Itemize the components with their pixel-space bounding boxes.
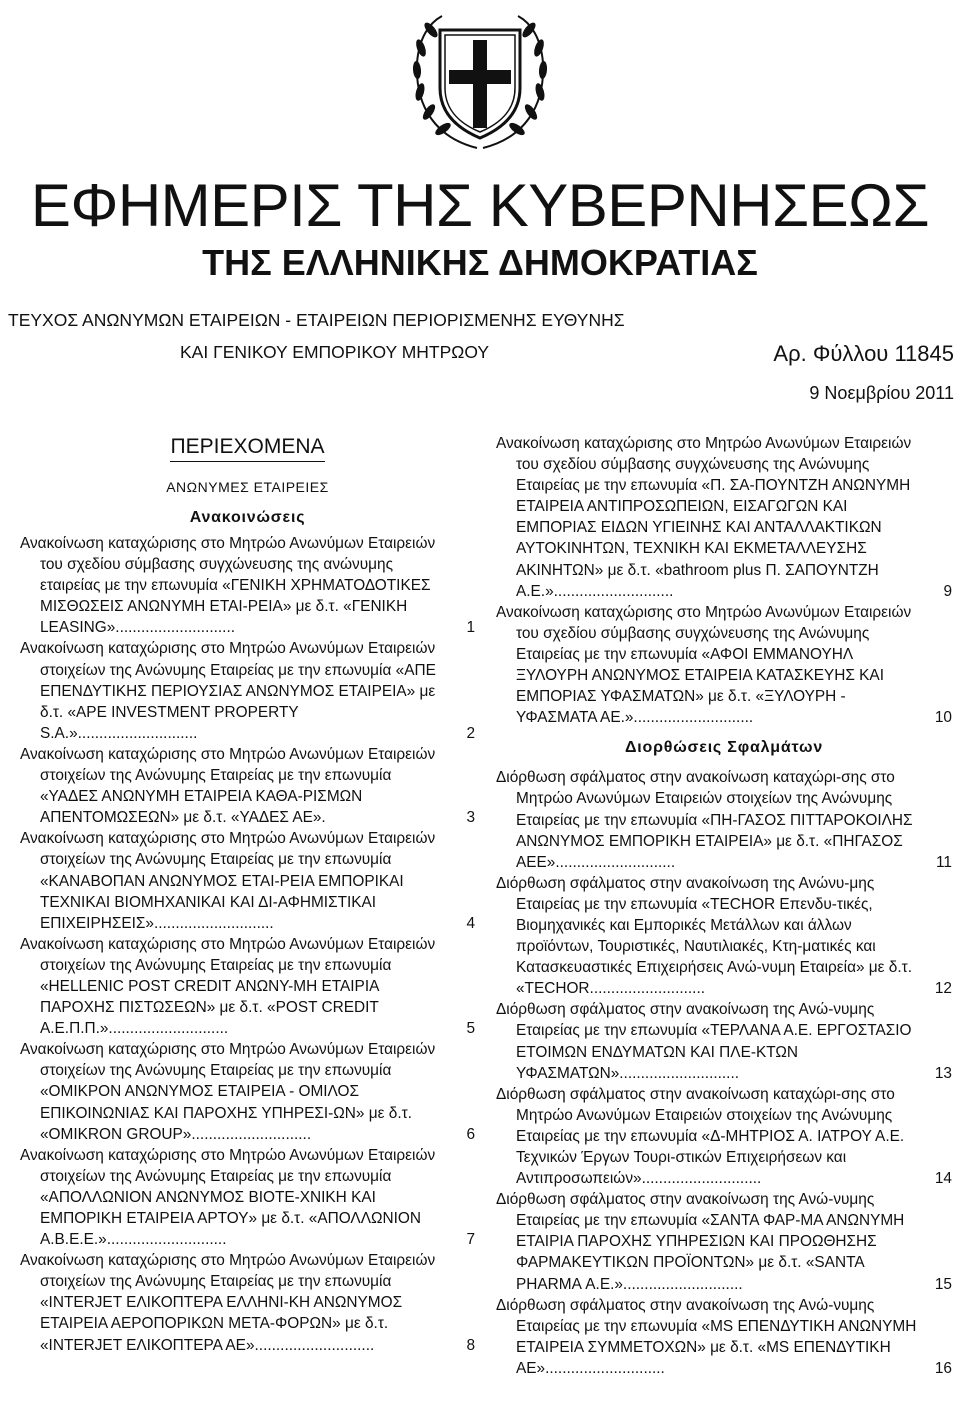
toc-entry[interactable]: Ανακοίνωση καταχώρισης στο Μητρώο Ανωνύμων Εταιρειών στοιχείων της Ανώνυμης Εταιρείας με την επωνυμία «ΟΜΙΚΡΟΝ ΑΝΩΝΥΜΟΣ ΕΤΑΙΡΕΙΑ - ΟΜΙΛΟΣ ΕΠΙΚΟΙΝΩΝΙΑΣ ΚΑΙ ΠΑΡΟΧΗΣ ΥΠΗΡΕΣΙ-ΩΝ» με δ.τ. «ΟΜΙΚRON GROUP»............................ 6 [20,1039,475,1144]
toc-entry[interactable]: Ανακοίνωση καταχώρισης στο Μητρώο Ανωνύμων Εταιρειών στοιχείων της Ανώνυμης Εταιρείας με την επωνυμία «ΥΑΔΕΣ ΑΝΩΝΥΜΗ ΕΤΑΙΡΕΙΑ ΚΑΘΑ-ΡΙΣΜΩΝ ΑΠΕΝΤΟΜΩΣΕΩΝ» με δ.τ. «ΥΑΔΕΣ ΑΕ». 3 [20,744,475,828]
page-number: 13 [934,1064,952,1082]
page-number: 12 [934,980,952,998]
contents-heading: ΠΕΡΙΕΧΟΜΕΝΑ [20,433,475,461]
page-number: 9 [943,582,952,600]
toc-entry[interactable]: Ανακοίνωση καταχώρισης στο Μητρώο Ανωνύμων Εταιρειών στοιχείων της Ανώνυμης Εταιρείας με την επωνυμία «ΑΠΕ ΕΠΕΝΔΥΤΙΚΗΣ ΠΕΡΙΟΥΣΙΑΣ ΑΝΩΝΥΜΟΣ ΕΤΑΙΡΕΙΑ» με δ.τ. «APE INVESTMENT PROPERTY S.A.»............................ 2 [20,638,475,743]
page-number: 3 [466,809,475,827]
issue-type-line-2: ΚΑΙ ΓΕΝΙΚΟΥ ΕΜΠΟΡΙΚΟΥ ΜΗΤΡΩΟΥ [180,342,490,362]
category-heading: ΑΝΩΝΥΜΕΣ ΕΤΑΙΡΕΙΕΣ [166,479,329,495]
toc-entry[interactable]: Διόρθωση σφάλματος στην ανακοίνωση της Ανώ-νυμης Εταιρείας με την επωνυμία «MS ΕΠΕΝΔΥΤΙΚΗ ΑΝΩΝΥΜΗ ΕΤΑΙΡΕΙΑ ΣΥΜΜΕΤΟΧΩΝ» με δ.τ. «MS ΕΠΕΝΔΥΤΙΚΗ ΑΕ»............................ 16 [496,1295,952,1379]
page-number: 16 [934,1359,952,1377]
toc-entry[interactable]: Ανακοίνωση καταχώρισης στο Μητρώο Ανωνύμων Εταιρειών στοιχείων της Ανώνυμης Εταιρείας με την επωνυμία «INTERJET ΕΛΙΚΟΠΤΕΡΑ ΕΛΛΗΝΙ-ΚΗ ΑΝΩΝΥΜΟΣ ΕΤΑΙΡΕΙΑ ΑΕΡΟΠΟΡΙΚΩΝ ΜΕΤΑ-ΦΟΡΩΝ» με δ.τ. «INTERJET ΕΛΙΚΟΠΤΕΡΑ ΑΕ»............................ 8 [20,1250,475,1355]
page-number: 11 [936,853,952,871]
issue-type-line-1: ΤΕΥΧΟΣ ΑΝΩΝΥΜΩΝ ΕΤΑΙΡΕΙΩΝ - ΕΤΑΙΡΕΙΩΝ ΠΕΡΙΟΡΙΣΜΕΝΗΣ ΕΥΘΥΝΗΣ [8,310,625,330]
page-number: 14 [934,1170,952,1188]
toc-entry[interactable]: Ανακοίνωση καταχώρισης στο Μητρώο Ανωνύμων Εταιρειών στοιχείων της Ανώνυμης Εταιρείας με την επωνυμία «ΚΑΝΑΒΟΠΑΝ ΑΝΩΝΥΜΟΣ ΕΤΑΙ-ΡΕΙΑ ΕΜΠΟΡΙΚΑΙ ΤΕΧΝΙΚΑΙ ΒΙΟΜΗΧΑΝΙΚΑΙ ΚΑΙ ΔΙ-ΑΦΗΜΙΣΤΙΚΑΙ ΕΠΙΧΕΙΡΗΣΕΙΣ»............................ 4 [20,828,475,933]
page-number: 15 [934,1275,952,1293]
toc-entry[interactable]: Ανακοίνωση καταχώρισης στο Μητρώο Ανωνύμων Εταιρειών στοιχείων της Ανώνυμης Εταιρείας με την επωνυμία «ΑΠΟΛΛΩΝΙΟΝ ΑΝΩΝΥΜΟΣ ΒΙΟΤΕ-ΧΝΙΚΗ ΚΑΙ ΕΜΠΟΡΙΚΗ ΕΤΑΙΡΕΙΑ ΑΡΤΟΥ» με δ.τ. «ΑΠΟΛΛΩΝΙΟΝ Α.Β.Ε.Ε.»............................ 7 [20,1145,475,1250]
toc-entry[interactable]: Ανακοίνωση καταχώρισης στο Μητρώο Ανωνύμων Εταιρειών του σχεδίου σύμβασης συγχώνευσης της ανώνυμης εταιρείας με την επωνυμία «ΓΕΝΙΚΗ ΧΡΗΜΑΤΟΔΟΤΙΚΕΣ ΜΙΣΘΩΣΕΙΣ ΑΝΩΝΥΜΗ ΕΤΑΙ-ΡΕΙΑ» με δ.τ. «ΓΕΝΙΚΗ LEASING»............................ 1 [20,533,475,638]
section-heading-corrections: Διορθώσεις Σφαλμάτων [624,739,824,757]
toc-entry[interactable]: Ανακοίνωση καταχώρισης στο Μητρώο Ανωνύμων Εταιρειών στοιχείων της Ανώνυμης Εταιρείας με την επωνυμία «HELLENIC POST CREDIT ΑΝΩΝΥ-ΜΗ ΕΤΑΙΡΙΑ ΠΑΡΟΧΗΣ ΠΙΣΤΩΣΕΩΝ» με δ.τ. «POST CREDIT Α.Ε.Π.Π.»............................ 5 [20,934,475,1039]
page-number: 1 [466,619,475,637]
sheet-number: Αρ. Φύλλου 11845 [773,341,954,366]
toc-entry[interactable]: Διόρθωση σφάλματος στην ανακοίνωση της Ανώνυ-μης Εταιρείας με την επωνυμία «TECHOR Επενδυ-τικές, Βιομηχανικές και Εμπορικές Μετάλλων και άλλων προϊόντων, Τουριστικές, Ναυτιλιακές, Κτη-ματικές και Κατασκευαστικές Επιχειρήσεις Ανώ-νυμη Εταιρεία» με δ.τ. «TECHOR........................... 12 [496,873,952,1000]
page-number: 7 [466,1231,475,1249]
contents-right-column [496,433,952,1379]
greek-coat-of-arms-emblem [407,8,553,153]
page-number: 2 [466,724,475,742]
section-heading-announcements: Ανακοινώσεις [189,509,306,526]
toc-entry[interactable]: Διόρθωση σφάλματος στην ανακοίνωση της Ανώ-νυμης Εταιρείας με την επωνυμία «ΤΕΡΛΑΝΑ Α.Ε. ΕΡΓΟΣΤΑΣΙΟ ΕΤΟΙΜΩΝ ΕΝΔΥΜΑΤΩΝ ΚΑΙ ΠΛΕ-ΚΤΩΝ ΥΦΑΣΜΑΤΩΝ»............................ 13 [496,999,952,1083]
issue-date: 9 Νοεμβρίου 2011 [809,383,954,403]
gazette-subtitle: ΤΗΣ ΕΛΛΗΝΙΚΗΣ ΔΗΜΟΚΡΑΤΙΑΣ [202,242,758,283]
page-number: 5 [466,1020,475,1038]
toc-entry[interactable]: Ανακοίνωση καταχώρισης στο Μητρώο Ανωνύμων Εταιρειών του σχεδίου σύμβασης συγχώνευσης της Ανώνυμης Εταιρείας με την επωνυμία «Π. ΣΑ-ΠΟΥΝΤΖΗ ΑΝΩΝΥΜΗ ΕΤΑΙΡΕΙΑ ΑΝΤΙΠΡΟΣΩΠΕΙΩΝ, ΕΙΣΑΓΩΓΩΝ ΚΑΙ ΕΜΠΟΡΙΑΣ ΕΙΔΩΝ ΥΓΙΕΙΝΗΣ ΚΑΙ ΑΝΤΑΛΛΑΚΤΙΚΩΝ ΑΥΤΟΚΙΝΗΤΩΝ, ΤΕΧΝΙΚΗ ΚΑΙ ΕΚΜΕΤΑΛΛΕΥΣΗΣ ΑΚΙΝΗΤΩΝ» με δ.τ. «bathroom plus Π. ΣΑΠΟΥΝΤΖΗ Α.Ε.»............................ 9 [496,433,952,602]
toc-entry[interactable]: Ανακοίνωση καταχώρισης στο Μητρώο Ανωνύμων Εταιρειών του σχεδίου σύμβασης συγχώνευσης της Ανώνυμης Εταιρείας με την επωνυμία «ΑΦΟΙ ΕΜΜΑΝΟΥΗΛ ΞΥΛΟΥΡΗ ΑΝΩΝΥΜΟΣ ΕΤΑΙΡΕΙΑ ΚΑΤΑΣΚΕΥΗΣ ΚΑΙ ΕΜΠΟΡΙΑΣ ΥΦΑΣΜΑΤΩΝ» με δ.τ. «ΞΥΛΟΥΡΗ - ΥΦΑΣΜΑΤΑ ΑΕ.»............................ 10 [496,602,952,729]
toc-entry[interactable]: Διόρθωση σφάλματος στην ανακοίνωση της Ανώ-νυμης Εταιρείας με την επωνυμία «ΣΑΝΤΑ ΦΑΡ-ΜΑ ΑΝΩΝΥΜΗ ΕΤΑΙΡΙΑ ΠΑΡΟΧΗΣ ΥΠΗΡΕΣΙΩΝ ΚΑΙ ΠΡΟΩΘΗΣΗΣ ΦΑΡΜΑΚΕΥΤΙΚΩΝ ΠΡΟΪΟΝΤΩΝ» με δ.τ. «SANTA PHARMA Α.Ε.»............................ 15 [496,1189,952,1294]
toc-entry[interactable]: Διόρθωση σφάλματος στην ανακοίνωση καταχώρι-σης στο Μητρώο Ανωνύμων Εταιρειών στοιχείων της Ανώνυμης Εταιρείας με την επωνυμία «Δ-ΜΗΤΡΙΟΣ Α. ΙΑΤΡΟΥ Α.Ε. Τεχνικών Έργων Τουρι-στικών Επιχειρήσεων και Αντιπροσωπειών»............................ 14 [496,1084,952,1189]
page-number: 10 [934,709,952,727]
page-number: 8 [466,1336,475,1354]
toc-entry[interactable]: Διόρθωση σφάλματος στην ανακοίνωση καταχώρι-σης στο Μητρώο Ανωνύμων Εταιρειών στοιχείων της Ανώνυμης Εταιρείας με την επωνυμία «ΠΗ-ΓΑΣΟΣ ΠΙΤΤΑΡΟΚΟΙΛΗΣ ΑΝΩΝΥΜΟΣ ΕΜΠΟΡΙΚΗ ΕΤΑΙΡΕΙΑ» με δ.τ. «ΠΗΓΑΣΟΣ ΑΕΕ»............................ 11 [496,767,952,872]
gazette-title: ΕΦΗΜΕΡΙΣ ΤΗΣ ΚΥΒΕΡΝΗΣΕΩΣ [30,172,930,239]
page-number: 4 [466,914,475,932]
page-number: 6 [466,1125,475,1143]
contents-left-column [20,433,475,1356]
